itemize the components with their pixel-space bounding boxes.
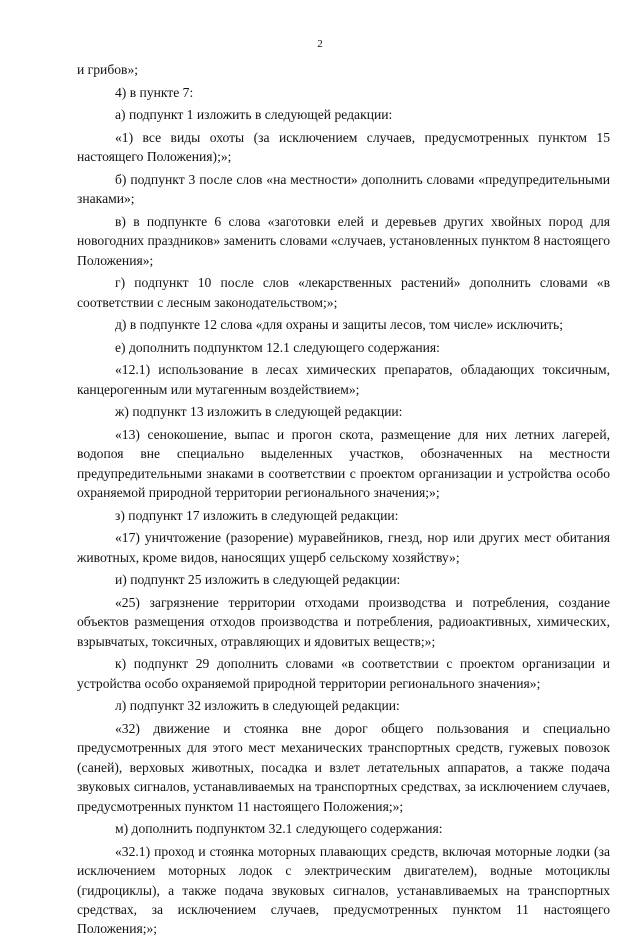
paragraph-subitem-zh: ж) подпункт 13 изложить в следующей редакции: (115, 404, 403, 420)
paragraph-subitem-a: а) подпункт 1 изложить в следующей редакции: (115, 107, 393, 123)
paragraph-subitem-k: к) подпункт 29 дополнить словами «в соответствии с проектом организации и устройства особо охраняемой природной территории регионального значения»; (77, 656, 610, 691)
paragraph-quote-32: «32) движение и стоянка вне дорог общего пользования и специально предусмотренных для этого мест механических транспортных средств, гужевых повозок (саней), верховых животных, посадка и взлет летательных аппаратов, а также подача звуковых сигналов, устанавливаемых на транспортных средствах, за исключением случаев, предусмотренных пунктом 11 настоящего Положения;»; (77, 720, 610, 814)
page-number: 2 (317, 38, 323, 50)
paragraph-quote-17: «17) уничтожение (разорение) муравейников, гнезд, нор или других мест обитания животных, кроме видов, наносящих ущерб сельскому хозяйству»; (77, 530, 610, 565)
paragraph-subitem-m: м) дополнить подпунктом 32.1 следующего содержания: (115, 821, 443, 837)
paragraph-subitem-e: е) дополнить подпунктом 12.1 следующего содержания: (115, 339, 440, 355)
paragraph-subitem-v: в) в подпункте 6 слова «заготовки елей и деревьев других хвойных пород для новогодних праздников» заменить словами «случаев, установленных пунктом 8 настоящего Положения»; (77, 213, 611, 268)
paragraph-subitem-z: з) подпункт 17 изложить в следующей редакции: (115, 507, 399, 523)
paragraph-subitem-b: б) подпункт 3 после слов «на местности» дополнить словами «предупредительными знаками»; (77, 171, 610, 207)
paragraph-subitem-i: и) подпункт 25 изложить в следующей редакции: (115, 572, 401, 588)
paragraph-subitem-g: г) подпункт 10 после слов «лекарственных растений» дополнить словами «в соответствии с лесным законодательством;»; (77, 275, 610, 310)
paragraph-continuation: и грибов»; (77, 62, 139, 77)
paragraph-item-4: 4) в пункте 7: (115, 84, 194, 100)
paragraph-quote-25: «25) загрязнение территории отходами производства и потребления, создание объектов размещения отходов производства и потребления, радиоактивных, химических, взрывчатых, токсичных, отравляющих и ядовитых веществ;»; (77, 594, 610, 649)
paragraph-subitem-l: л) подпункт 32 изложить в следующей редакции: (115, 698, 400, 714)
paragraph-quote-32-1: «32.1) проход и стоянка моторных плавающих средств, включая моторные лодки (за исключением моторных лодок с электрическим двигателем), водные мотоциклы (гидроциклы), а также подача звуковых сигналов, устанавливаемых на транспортных средствах, за исключением случаев, предусмотренных пунктом 11 настоящего Положения;»; (77, 843, 610, 937)
paragraph-quote-1: «1) все виды охоты (за исключением случаев, предусмотренных пунктом 15 настоящего Положения);»; (77, 129, 610, 165)
paragraph-subitem-d: д) в подпункте 12 слова «для охраны и защиты лесов, том числе» исключить; (115, 317, 564, 333)
paragraph-quote-13: «13) сенокошение, выпас и прогон скота, размещение для них летних лагерей, водопоя вне специально выделенных участков, обозначенных на местности предупредительными знаками в соответствии с проектом организации и устройства особо охраняемой природной территории регионального значения;»; (77, 426, 610, 501)
document-body (77, 60, 610, 942)
paragraph-quote-12-1: «12.1) использование в лесах химических препаратов, обладающих токсичным, канцерогенным или мутагенным воздействием»; (77, 362, 610, 397)
